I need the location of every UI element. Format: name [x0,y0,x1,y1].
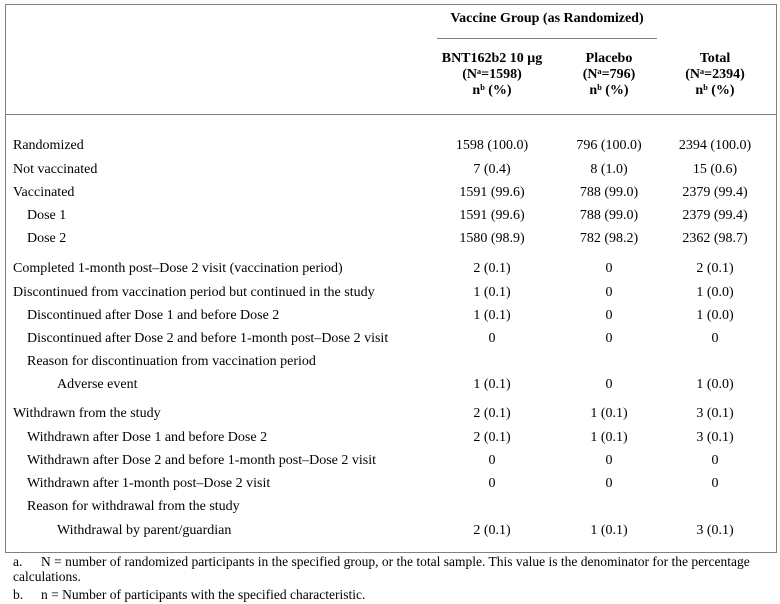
cell-bnt162b2: 7 (0.4) [473,162,511,177]
footnote-marker: a. [13,554,23,569]
cell-placebo: 0 [605,261,613,276]
cell-bnt162b2: 1591 (99.6) [459,208,525,223]
cell-placebo: 0 [605,453,613,468]
cell-total: 15 (0.6) [692,162,738,177]
cell-bnt162b2: 0 [488,453,496,468]
cell-total: 0 [711,453,719,468]
cell-total: 1 (0.0) [696,285,734,300]
table-row [0,283,780,303]
group-header-rule [437,38,657,39]
cell-bnt162b2: 1580 (98.9) [459,231,525,246]
group-title: Vaccine Group (as Randomized) [450,11,644,26]
footnote-b [13,587,773,602]
cell-total: 0 [711,331,719,346]
cell-placebo: 0 [605,308,613,323]
cell-total: 3 (0.1) [696,406,734,421]
table-row [0,259,780,279]
cell-total: 3 (0.1) [696,523,734,538]
table-row [0,306,780,326]
row-label: Adverse event [57,377,138,392]
cell-bnt162b2: 2 (0.1) [473,430,511,445]
cell-bnt162b2: 1 (0.1) [473,285,511,300]
cell-bnt162b2: 1 (0.1) [473,377,511,392]
cell-bnt162b2: 2 (0.1) [473,523,511,538]
cell-bnt162b2: 0 [488,476,496,491]
cell-placebo: 0 [605,377,613,392]
row-label: Discontinued after Dose 1 and before Dose 2 [27,308,280,323]
table-row [0,451,780,471]
table-row [0,352,780,372]
row-label: Withdrawn from the study [13,406,161,421]
row-label: Randomized [13,138,84,153]
cell-total: 2394 (100.0) [678,138,752,153]
table-row [0,229,780,249]
row-label: Discontinued after Dose 2 and before 1-month post–Dose 2 visit [27,331,389,346]
cell-placebo: 0 [605,331,613,346]
column-header-bnt162b2 [429,51,555,99]
column-header-total [663,51,767,99]
column-name: Total [699,51,731,66]
row-label: Withdrawn after Dose 2 and before 1-month post–Dose 2 visit [27,453,376,468]
row-label: Not vaccinated [13,162,98,177]
table-row [0,183,780,203]
header-bottom-rule [5,114,777,115]
table-row [0,329,780,349]
row-label: Dose 2 [27,231,67,246]
column-unit: nᵇ (%) [695,83,735,98]
row-label: Discontinued from vaccination period but continued in the study [13,285,375,300]
row-label: Dose 1 [27,208,67,223]
table-row [0,521,780,541]
cell-bnt162b2: 1 (0.1) [473,308,511,323]
cell-total: 2362 (98.7) [682,231,748,246]
cell-bnt162b2: 1591 (99.6) [459,185,525,200]
table-row [0,428,780,448]
table-row [0,206,780,226]
table-row [0,136,780,156]
cell-placebo: 1 (0.1) [590,406,628,421]
cell-placebo: 1 (0.1) [590,430,628,445]
cell-total: 2 (0.1) [696,261,734,276]
cell-placebo: 0 [605,285,613,300]
cell-placebo: 8 (1.0) [590,162,628,177]
table-row [0,404,780,424]
row-label: Withdrawn after Dose 1 and before Dose 2 [27,430,268,445]
row-label: Withdrawal by parent/guardian [57,523,232,538]
row-label: Vaccinated [13,185,75,200]
table-row [0,474,780,494]
footnote-text: n = Number of participants with the specified characteristic. [41,587,366,602]
cell-total: 1 (0.0) [696,308,734,323]
cell-placebo: 788 (99.0) [579,185,639,200]
table-row [0,375,780,395]
column-unit: nᵇ (%) [472,83,512,98]
footnote-marker: b. [13,587,24,602]
table-top-rule [5,4,777,5]
cell-total: 2379 (99.4) [682,185,748,200]
cell-placebo: 0 [605,476,613,491]
table-row [0,497,780,517]
column-header-placebo [561,51,657,99]
column-name: Placebo [585,51,633,66]
row-label: Completed 1-month post–Dose 2 visit (vaccination period) [13,261,343,276]
cell-placebo: 782 (98.2) [579,231,639,246]
cell-bnt162b2: 0 [488,331,496,346]
cell-placebo: 1 (0.1) [590,523,628,538]
footnote-a [13,554,773,584]
column-unit: nᵇ (%) [589,83,629,98]
column-n: (Nᵃ=1598) [462,67,522,82]
table-bottom-rule [5,552,777,553]
cell-total: 0 [711,476,719,491]
row-label: Reason for discontinuation from vaccination period [27,354,316,369]
cell-total: 2379 (99.4) [682,208,748,223]
cell-placebo: 788 (99.0) [579,208,639,223]
row-label: Withdrawn after 1-month post–Dose 2 visit [27,476,271,491]
cell-bnt162b2: 2 (0.1) [473,261,511,276]
cell-total: 3 (0.1) [696,430,734,445]
cell-bnt162b2: 2 (0.1) [473,406,511,421]
column-n: (Nᵃ=796) [582,67,636,82]
footnote-text: N = number of randomized participants in the specified group, or the total sample. This value is the denominator for the percentage calculations. [13,554,750,584]
row-label: Reason for withdrawal from the study [27,499,240,514]
column-n: (Nᵃ=2394) [685,67,745,82]
cell-bnt162b2: 1598 (100.0) [455,138,529,153]
cell-placebo: 796 (100.0) [576,138,642,153]
table-row [0,160,780,180]
cell-total: 1 (0.0) [696,377,734,392]
column-name: BNT162b2 10 μg [441,51,543,66]
